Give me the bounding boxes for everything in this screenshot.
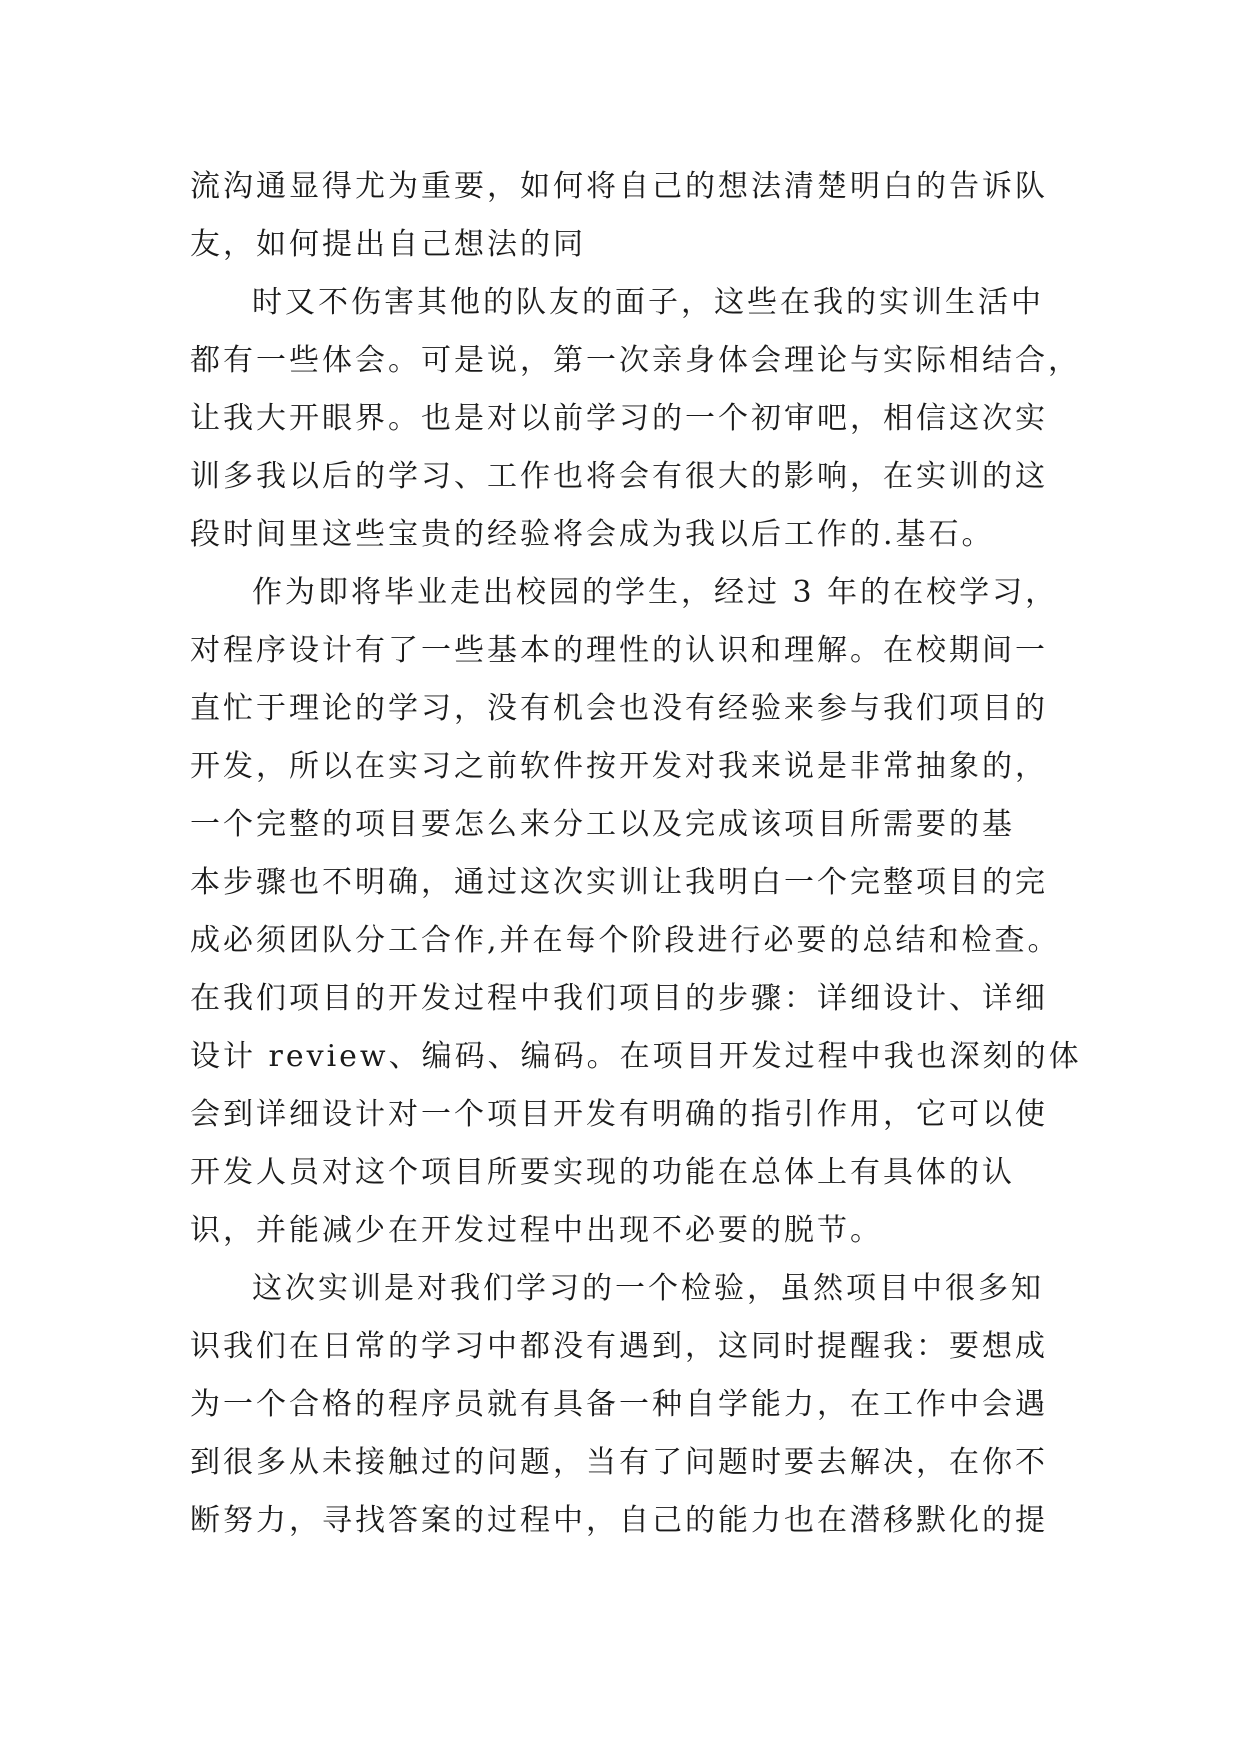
text-line: 为一个合格的程序员就有具备一种自学能力，在工作中会遇 [190, 1387, 1048, 1422]
text-line: 友，如何提出自己想法的同 [190, 227, 586, 262]
text-line: 到很多从未接触过的问题，当有了问题时要去解决，在你不 [190, 1445, 1048, 1480]
text-line: 识我们在日常的学习中都没有遇到，这同时提醒我：要想成 [190, 1329, 1048, 1364]
text-line: 这次实训是对我们学习的一个检验，虽然项目中很多知 [252, 1271, 1044, 1306]
text-line: 会到详细设计对一个项目开发有明确的指引作用，它可以使 [190, 1097, 1048, 1132]
text-line: 流沟通显得尤为重要，如何将自己的想法清楚明白的告诉队 [190, 169, 1048, 204]
document-body [190, 158, 1082, 1550]
text-line: 作为即将毕业走出校园的学生，经过 3 年的在校学习， [252, 575, 1059, 610]
text-line: 时又不伤害其他的队友的面子，这些在我的实训生活中 [252, 285, 1044, 320]
text-line: 训多我以后的学习、工作也将会有很大的影响，在实训的这 [190, 459, 1048, 494]
text-line: 本步骤也不明确，通过这次实训让我明白一个完整项目的完 [190, 865, 1048, 900]
text-line: 设计 review、编码、编码。在项目开发过程中我也深刻的体 [190, 1039, 1082, 1074]
text-line: 让我大开眼界。也是对以前学习的一个初审吧，相信这次实 [190, 401, 1048, 436]
text-line: 段时间里这些宝贵的经验将会成为我以后工作的.基石。 [190, 517, 995, 552]
text-line: 断努力，寻找答案的过程中，自己的能力也在潜移默化的提 [190, 1503, 1048, 1538]
text-line: 一个完整的项目要怎么来分工以及完成该项目所需要的基 [190, 807, 1015, 842]
text-line: 识，并能减少在开发过程中出现不必要的脱节。 [190, 1213, 883, 1248]
text-line: 成必须团队分工合作,并在每个阶段进行必要的总结和检查。 [190, 923, 1061, 958]
text-line: 在我们项目的开发过程中我们项目的步骤：详细设计、详细 [190, 981, 1048, 1016]
text-line: 直忙于理论的学习，没有机会也没有经验来参与我们项目的 [190, 691, 1048, 726]
text-line: 开发，所以在实习之前软件按开发对我来说是非常抽象的， [190, 749, 1048, 784]
text-line: 对程序设计有了一些基本的理性的认识和理解。在校期间一 [190, 633, 1048, 668]
text-line: 都有一些体会。可是说，第一次亲身体会理论与实际相结合， [190, 343, 1081, 378]
text-line: 开发人员对这个项目所要实现的功能在总体上有具体的认 [190, 1155, 1015, 1190]
